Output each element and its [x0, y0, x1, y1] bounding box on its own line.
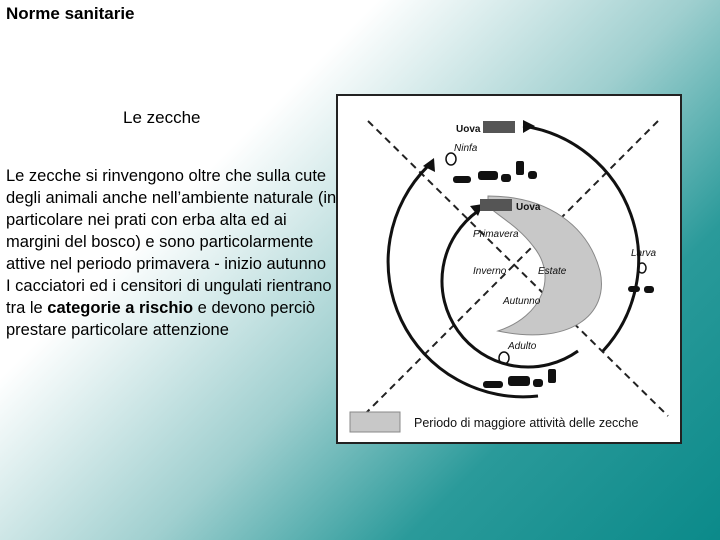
host-animals-top-icon [453, 161, 537, 183]
label-estate: Estate [538, 266, 567, 277]
eggs-block-top [483, 121, 515, 133]
legend-swatch [350, 412, 400, 432]
label-uova-top: Uova [456, 124, 481, 135]
label-primavera: Primavera [473, 229, 519, 240]
paragraph2-end: e devono perciò prestare particolare attenzione [6, 299, 316, 339]
slide-title: Norme sanitarie [6, 4, 135, 23]
paragraph-ticks-habitat: Le zecche si rinvengono oltre che sulla cute degli animali anche nell’ambiente naturale (in particolare nei prati con erba alta ed ai margini del bosco) e sono particolarmente attive nel periodo primavera - inizio autunno [6, 167, 337, 273]
tick-lifecycle-diagram [338, 96, 680, 442]
body-text [6, 165, 341, 341]
label-ninfa: Ninfa [454, 143, 478, 154]
paragraph-risk-categories [6, 275, 341, 341]
label-larva: Larva [630, 248, 656, 259]
host-animals-larva-icon [628, 286, 654, 293]
label-inverno: Inverno [473, 266, 507, 277]
host-animals-bottom-icon [483, 369, 556, 388]
tick-lifecycle-figure [336, 94, 682, 444]
ninfa-tick-icon [446, 153, 456, 165]
label-adulto: Adulto [508, 341, 537, 352]
eggs-block-mid [480, 199, 512, 211]
diagonal-dashed-line-2 [363, 121, 658, 416]
legend-text: Periodo di maggiore attività delle zecche [414, 416, 639, 430]
risk-category-emphasis: categorie a rischio [47, 299, 194, 317]
slide-subtitle: Le zecche [123, 108, 201, 127]
label-uova-mid: Uova [516, 202, 541, 213]
arrowhead-top [523, 120, 535, 133]
label-autunno: Autunno [503, 296, 541, 307]
paragraph2-start: I cacciatori ed i censitori di ungulati rientrano tra le [6, 277, 332, 317]
